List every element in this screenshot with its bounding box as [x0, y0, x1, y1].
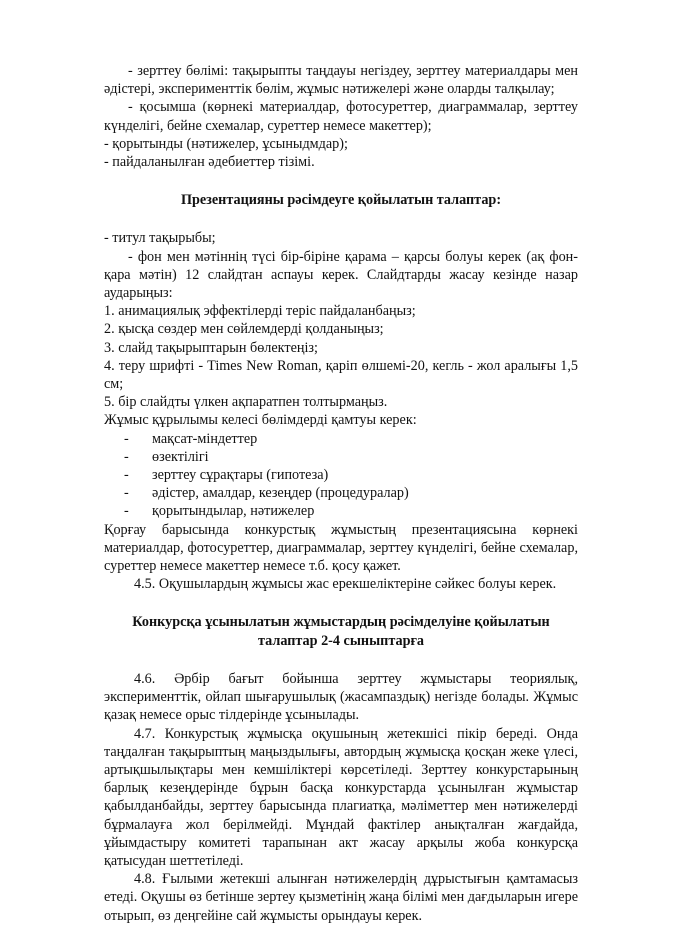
structure-bullet: - қорытындылар, нәтижелер — [124, 503, 315, 520]
presentation-item-2: 2. қысқа сөздер мен сөйлемдерді қолданыңыз; — [104, 321, 384, 338]
presentation-item-5: 5. бір слайдты үлкен ақпаратпен толтырмаңыз. — [104, 394, 388, 411]
presentation-item-3: 3. слайд тақырыптарын бөлектеңіз; — [104, 339, 318, 356]
point-4-7: 4.7. Конкурстық жұмысқа оқушының жетекшісі пікір береді. Онда таңдалған тақырыптың маңыздылығы, автордың жұмысқа қосқан жеке үлесі, артықшылықтары мен кемшіліктері көрсетіледі. Зерттеу конкурстарының барлық кезеңдерінде бұрын басқа конкурстарда ұсынылған жұмыстар қабылданбайды, зерттеу барысында плагиатқа, мәліметтер мен нәтижелерді бұрмалауға жол берілмейді. Мұндай фактілер анықталған жағдайда, ұйымдастыру комитеті тарапынан акт жасау арқылы жоба конкурсқа қатысудан шеттетіледі. — [104, 725, 578, 869]
presentation-item-colors: - фон мен мәтіннің түсі бір-біріне қарама – қарсы болуы керек (ақ фон-қара мәтін) 12 слайдтан аспауы керек. Слайдтарды жасау кезінде назар аударыңыз: — [104, 248, 578, 302]
point-4-6: 4.6. Әрбір бағыт бойынша зерттеу жұмыстары теориялық, эксперименттік, ойлап шығарушылық (жасампаздық) негізде болады. Жұмыс қазақ немесе орыс тілдерінде ұсынылады. — [104, 670, 578, 724]
structure-bullet: - зерттеу сұрақтары (гипотеза) — [124, 467, 329, 484]
structure-bullet: - өзектілігі — [124, 448, 209, 465]
presentation-item-4: 4. теру шрифті - Times New Roman, қаріп өлшемі-20, кегль - жол аралығы 1,5 см; — [104, 357, 578, 393]
intro-item-references: - пайдаланылған әдебиеттер тізімі. — [104, 154, 315, 171]
structure-bullet: - мақсат-міндеттер — [124, 430, 258, 447]
section-heading-requirements-line1: Конкурсқа ұсынылатын жұмыстардың рәсімделуіне қойылатын — [132, 614, 550, 631]
defense-paragraph: Қорғау барысында конкурстық жұмыстың презентациясына көрнекі материалдар, фотосуреттер, диаграммалар, зерттеу күнделігі, бейне схемалар, суреттер немесе макеттер немесе т.б. қосу қажет. — [104, 521, 578, 575]
intro-item-appendix: - қосымша (көрнекі материалдар, фотосуреттер, диаграммалар, зерттеу күнделігі, бейне схемалар, суреттер немесе макеттер); — [104, 99, 578, 134]
intro-item-conclusion: - қорытынды (нәтижелер, ұсыныдмдар); — [104, 135, 348, 152]
section-heading-requirements-line2: талаптар 2-4 сыныптарға — [258, 632, 424, 649]
document-page — [104, 62, 578, 925]
structure-bullet: - әдістер, амалдар, кезеңдер (процедуралар) — [124, 485, 409, 502]
section-heading-presentation: Презентацияны рәсімдеуге қойылатын талаптар: — [180, 192, 502, 209]
point-4-5: 4.5. Оқушылардың жұмысы жас ерекшеліктеріне сәйкес болуы керек. — [134, 576, 557, 593]
presentation-item-title: - титул тақырыбы; — [104, 230, 216, 247]
intro-item-research-section: - зерттеу бөлімі: тақырыпты таңдауы негіздеу, зерттеу материалдары мен әдістері, эксперименттік бөлім, жұмыс нәтижелері және оларды талқылау; — [104, 63, 578, 98]
presentation-item-1: 1. анимациялық эффектілерді теріс пайдаланбаңыз; — [104, 303, 416, 320]
structure-intro: Жұмыс құрылымы келесі бөлімдерді қамтуы керек: — [104, 412, 417, 429]
point-4-8: 4.8. Ғылыми жетекші алынған нәтижелердің дұрыстығын қамтамасыз етеді. Оқушы өз бетінше зертеу қызметінің жаңа білімі мен дағдыларын игере отырып, өз деңгейіне сай жұмысты орындауы керек. — [104, 871, 578, 924]
